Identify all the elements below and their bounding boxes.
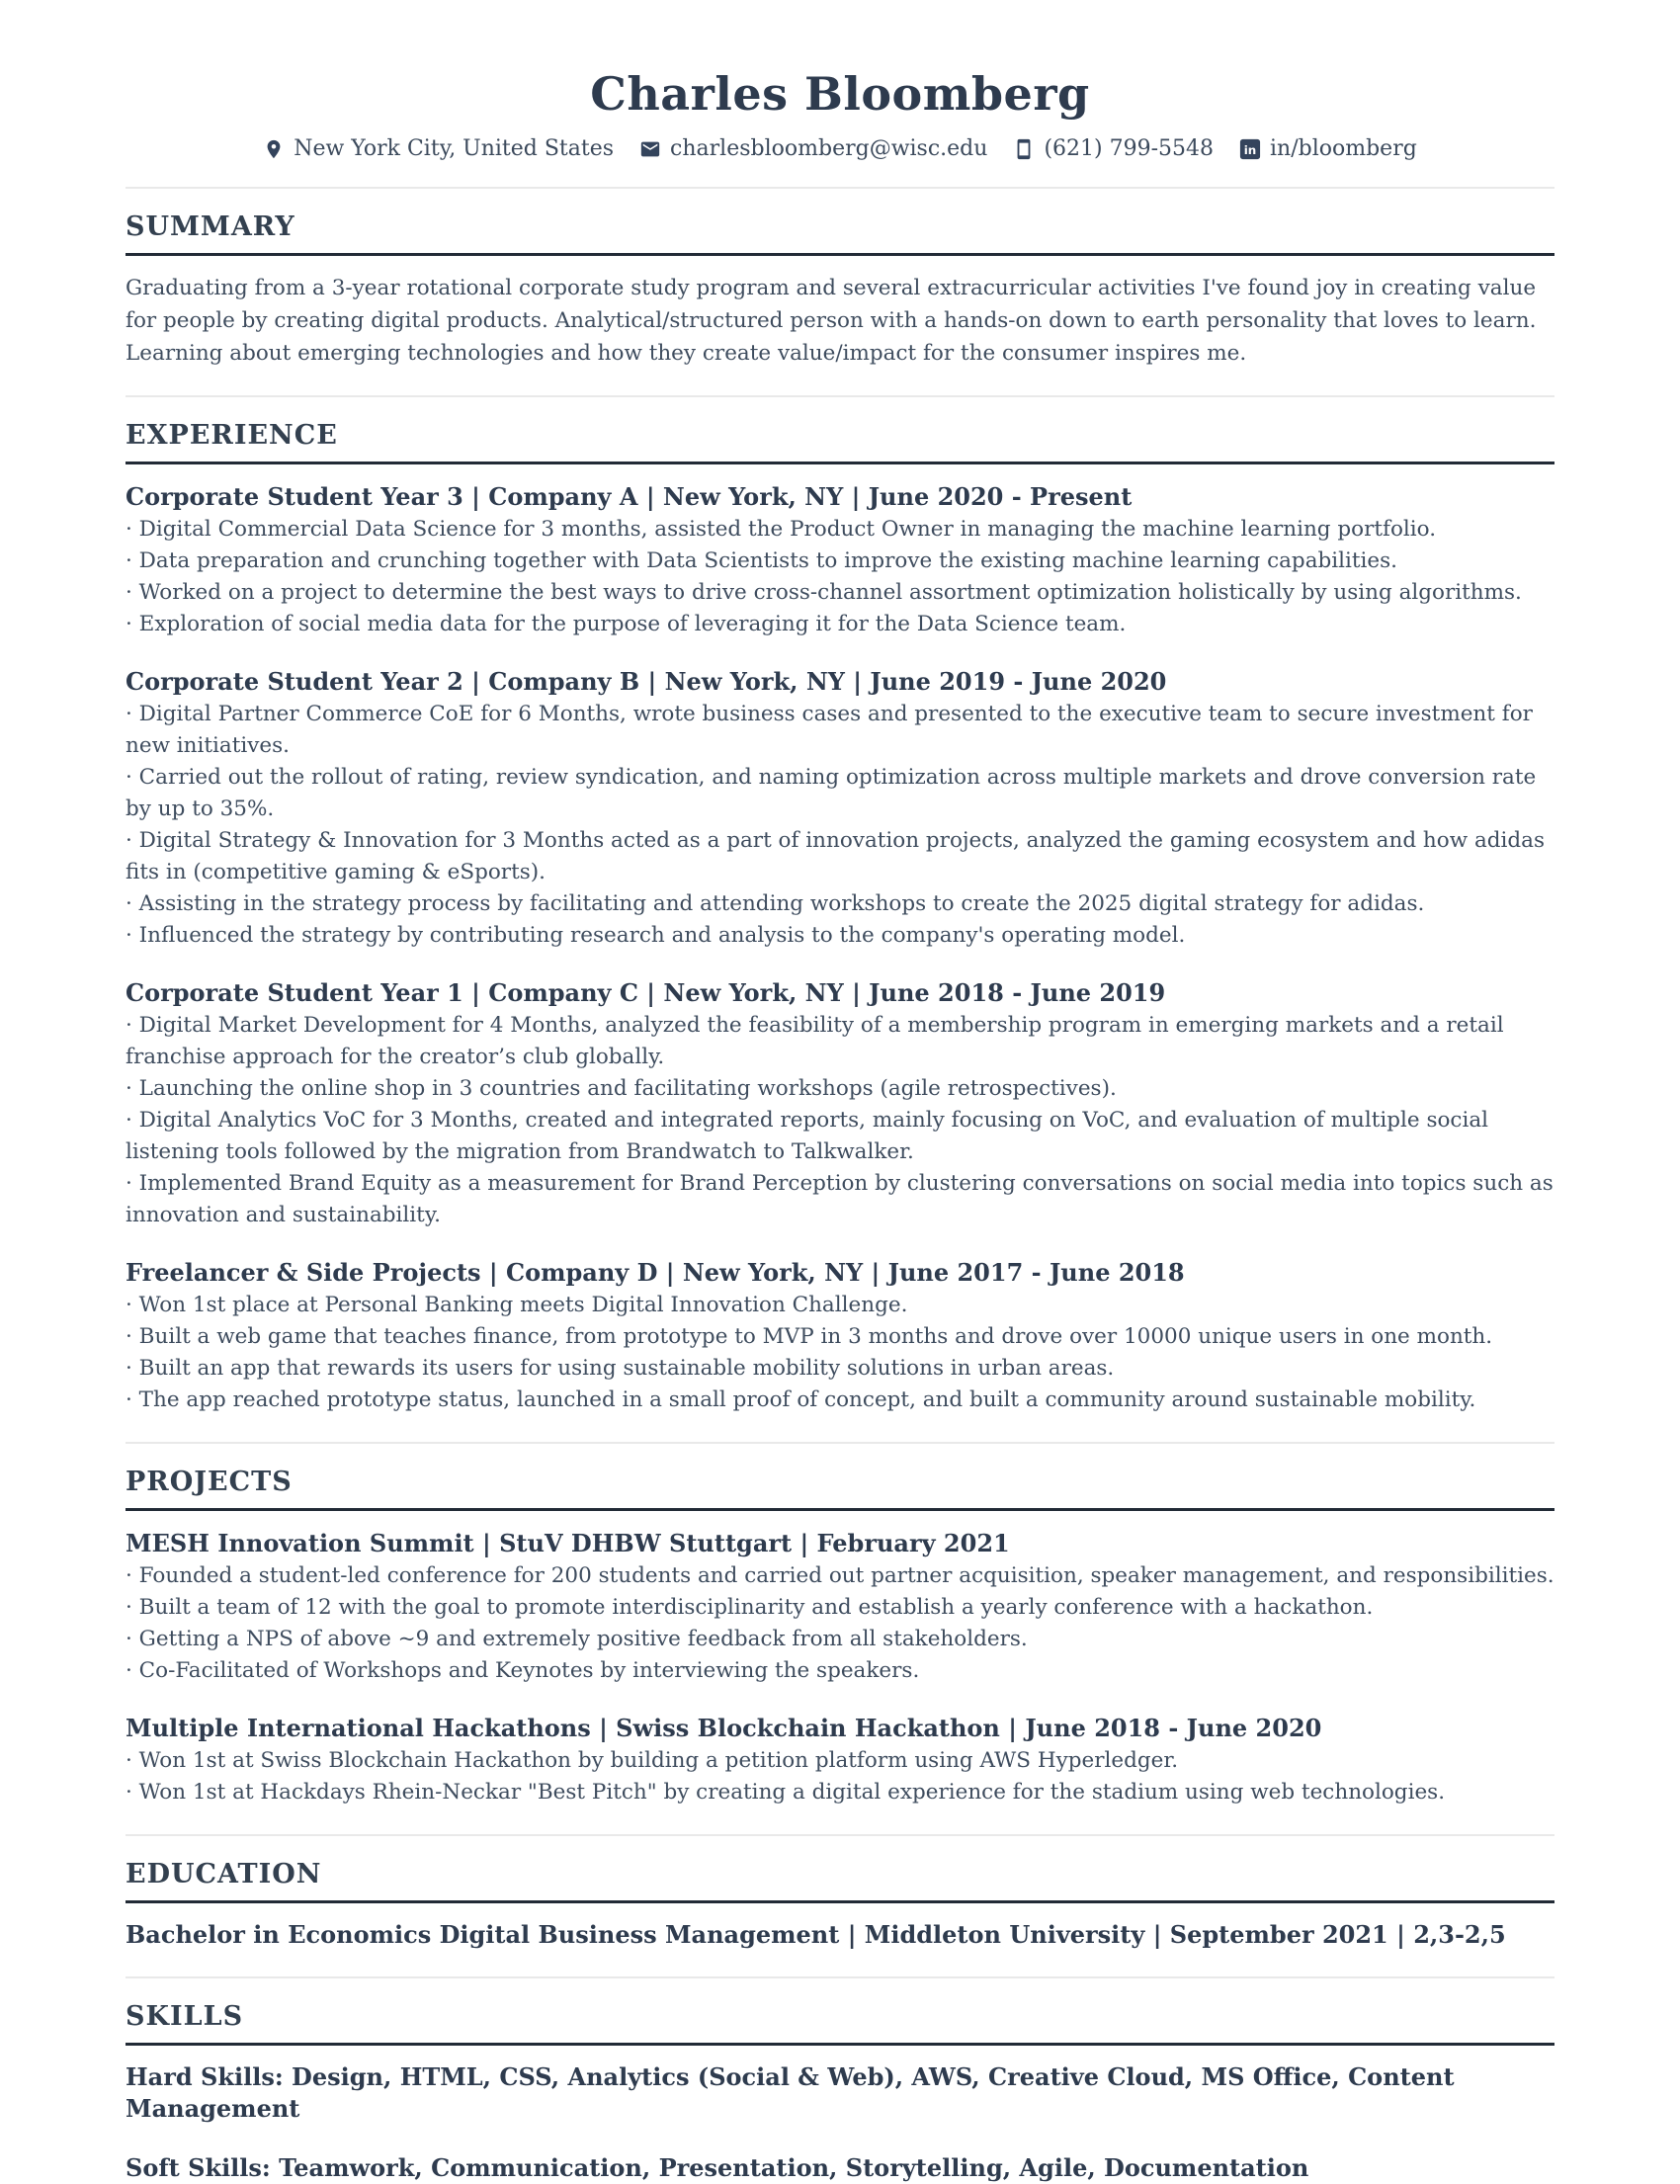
- summary-title: SUMMARY: [126, 210, 1554, 256]
- svg-text:in: in: [1243, 142, 1257, 157]
- job-entry: [126, 480, 1554, 640]
- job-bullet: · Worked on a project to determine the best ways to drive cross-channel assortment optimization holistically by using algorithms.: [126, 577, 1554, 609]
- contact-row: [126, 136, 1554, 161]
- job-bullet: · Implemented Brand Equity as a measurement for Brand Perception by clustering conversations on social media into topics such as innovation and sustainability.: [126, 1168, 1554, 1231]
- contact-location-text: New York City, United States: [294, 136, 615, 161]
- job-bullet: · Built a web game that teaches finance, from prototype to MVP in 3 months and drove over 10000 unique users in one month.: [126, 1321, 1554, 1353]
- project-bullet: · Built a team of 12 with the goal to promote interdisciplinarity and establish a yearly conference with a hackathon.: [126, 1592, 1554, 1624]
- job-title: Freelancer & Side Projects | Company D | New York, NY | June 2017 - June 2018: [126, 1258, 1185, 1287]
- linkedin-icon: [1239, 138, 1261, 160]
- project-entry: [126, 1527, 1554, 1687]
- section-projects: [126, 1442, 1554, 1808]
- job-bullet: · Influenced the strategy by contributing research and analysis to the company's operating model.: [126, 920, 1554, 952]
- contact-linkedin: [1239, 136, 1417, 161]
- section-summary: [126, 187, 1554, 370]
- section-education: [126, 1834, 1554, 1951]
- contact-linkedin-text: in/bloomberg: [1270, 136, 1417, 161]
- job-bullet: · Digital Commercial Data Science for 3 months, assisted the Product Owner in managing the machine learning portfolio.: [126, 514, 1554, 546]
- job-entry: [126, 665, 1554, 952]
- job-bullet: · Assisting in the strategy process by facilitating and attending workshops to create the 2025 digital strategy for adidas.: [126, 888, 1554, 920]
- resume-header: [126, 67, 1554, 161]
- project-entry: [126, 1712, 1554, 1808]
- project-bullet: · Getting a NPS of above ~9 and extremely positive feedback from all stakeholders.: [126, 1624, 1554, 1655]
- job-bullet: · Carried out the rollout of rating, review syndication, and naming optimization across multiple markets and drove conversion rate by up to 35%.: [126, 762, 1554, 825]
- contact-email: [639, 136, 987, 161]
- contact-location: [263, 136, 614, 161]
- phone-icon: [1013, 138, 1035, 160]
- job-bullet: · Digital Analytics VoC for 3 Months, created and integrated reports, mainly focusing on VoC, and evaluation of multiple social listening tools followed by the migration from Brandwatch to Talkwalker.: [126, 1105, 1554, 1168]
- soft-skills-line: Soft Skills: Teamwork, Communication, Presentation, Storytelling, Agile, Documentation: [126, 2153, 1309, 2182]
- project-title: MESH Innovation Summit | StuV DHBW Stuttgart | February 2021: [126, 1529, 1010, 1557]
- project-bullet: · Founded a student-led conference for 200 students and carried out partner acquisition, speaker management, and responsibilities.: [126, 1560, 1554, 1592]
- hard-skills-line: Hard Skills: Design, HTML, CSS, Analytics (Social & Web), AWS, Creative Cloud, MS Office, Content Management: [126, 2062, 1455, 2123]
- job-title: Corporate Student Year 2 | Company B | New York, NY | June 2019 - June 2020: [126, 667, 1167, 696]
- job-title: Corporate Student Year 3 | Company A | New York, NY | June 2020 - Present: [126, 482, 1133, 511]
- skills-title: SKILLS: [126, 2000, 1554, 2046]
- job-bullet: · The app reached prototype status, launched in a small proof of concept, and built a community around sustainable mobility.: [126, 1385, 1554, 1416]
- job-bullet: · Built an app that rewards its users for using sustainable mobility solutions in urban areas.: [126, 1353, 1554, 1385]
- contact-phone: [1013, 136, 1214, 161]
- job-bullet: · Digital Strategy & Innovation for 3 Months acted as a part of innovation projects, analyzed the gaming ecosystem and how adidas fits in (competitive gaming & eSports).: [126, 825, 1554, 888]
- job-bullet: · Launching the online shop in 3 countries and facilitating workshops (agile retrospectives).: [126, 1073, 1554, 1105]
- project-bullet: · Won 1st at Hackdays Rhein-Neckar "Best Pitch" by creating a digital experience for the stadium using web technologies.: [126, 1777, 1554, 1808]
- resume-page: [126, 0, 1554, 2184]
- project-bullet: · Co-Facilitated of Workshops and Keynotes by interviewing the speakers.: [126, 1655, 1554, 1687]
- job-title: Corporate Student Year 1 | Company C | New York, NY | June 2018 - June 2019: [126, 978, 1166, 1007]
- education-title: EDUCATION: [126, 1858, 1554, 1903]
- section-experience: [126, 395, 1554, 1416]
- contact-phone-text: (621) 799-5548: [1044, 136, 1215, 161]
- education-degree: Bachelor in Economics Digital Business Management | Middleton University | September 2021 | 2,3-2,5: [126, 1920, 1506, 1949]
- job-bullet: · Data preparation and crunching together with Data Scientists to improve the existing machine learning capabilities.: [126, 546, 1554, 577]
- location-pin-icon: [263, 138, 285, 160]
- job-bullet: · Digital Market Development for 4 Months, analyzed the feasibility of a membership program in emerging markets and a retail franchise approach for the creator’s club globally.: [126, 1010, 1554, 1073]
- experience-title: EXPERIENCE: [126, 419, 1554, 464]
- email-icon: [639, 138, 661, 160]
- job-entry: [126, 976, 1554, 1231]
- project-bullet: · Won 1st at Swiss Blockchain Hackathon by building a petition platform using AWS Hyperledger.: [126, 1745, 1554, 1777]
- job-bullet: · Exploration of social media data for the purpose of leveraging it for the Data Science team.: [126, 609, 1554, 640]
- job-bullet: · Won 1st place at Personal Banking meets Digital Innovation Challenge.: [126, 1290, 1554, 1321]
- contact-email-text: charlesbloomberg@wisc.edu: [670, 136, 988, 161]
- job-entry: [126, 1256, 1554, 1416]
- section-skills: [126, 1976, 1554, 2184]
- person-name: Charles Bloomberg: [590, 67, 1090, 121]
- project-title: Multiple International Hackathons | Swiss Blockchain Hackathon | June 2018 - June 2020: [126, 1714, 1322, 1742]
- job-bullet: · Digital Partner Commerce CoE for 6 Months, wrote business cases and presented to the executive team to secure investment for new initiatives.: [126, 699, 1554, 762]
- projects-title: PROJECTS: [126, 1466, 1554, 1511]
- summary-text: Graduating from a 3-year rotational corporate study program and several extracurricular activities I've found joy in creating value for people by creating digital products. Analytical/structured person with a hands-on down to earth personality that loves to learn. Learning about emerging technologies and how they create value/impact for the consumer inspires me.: [126, 276, 1537, 366]
